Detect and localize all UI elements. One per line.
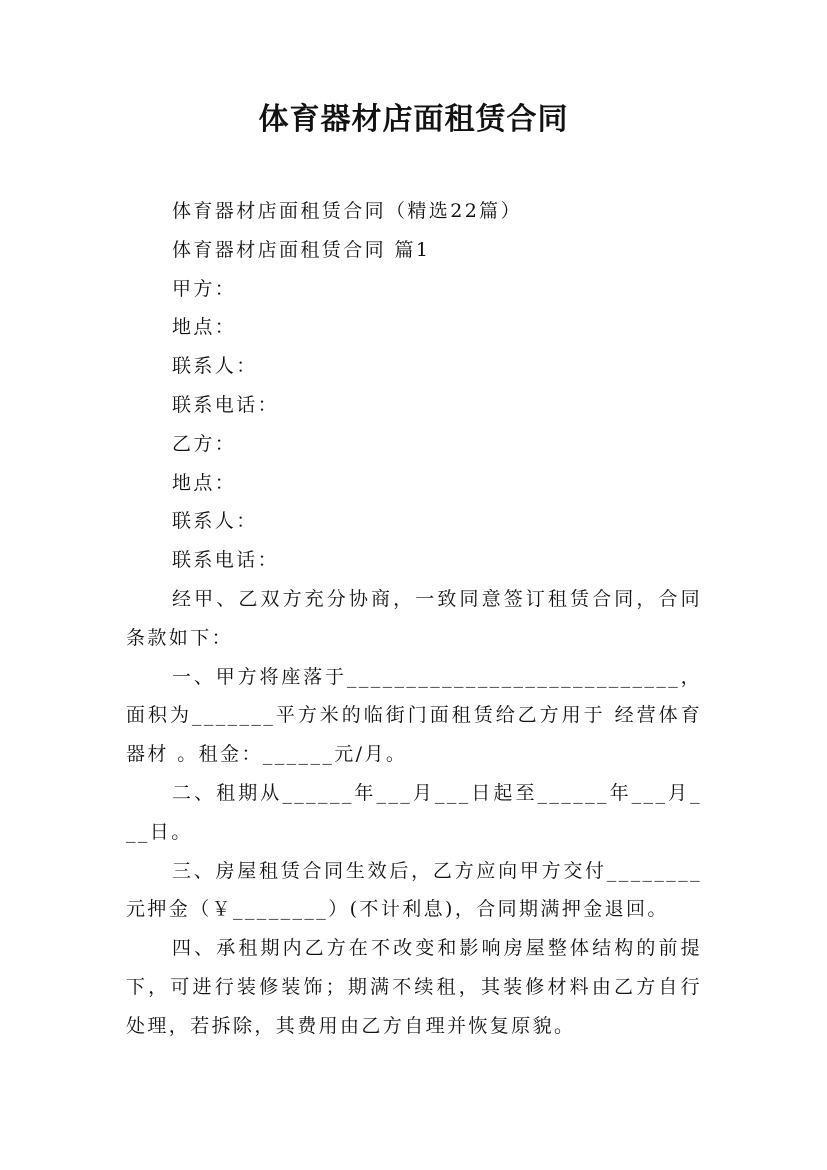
party-a-label: 甲方： [172, 277, 237, 300]
party-a-contact: 联系人： [172, 355, 258, 378]
party-b-location: 地点： [172, 471, 237, 494]
clause-2: 二、租期从______年___月___日起至______年___月___日。 [126, 781, 702, 843]
section-heading: 体育器材店面租赁合同 篇1 [172, 238, 431, 261]
document-title: 体育器材店面租赁合同 [258, 102, 569, 137]
party-b-label: 乙方： [172, 432, 237, 455]
clause-3: 三、房屋租赁合同生效后，乙方应向甲方交付________元押金（￥________）(不计利息)，合同期满押金退回。 [126, 859, 702, 921]
document-body [126, 192, 702, 1046]
subtitle-line: 体育器材店面租赁合同（精选22篇） [172, 200, 522, 222]
intro-paragraph: 经甲、乙双方充分协商，一致同意签订租赁合同，合同条款如下： [126, 587, 702, 649]
clause-1: 一、甲方将座落于____________________________，面积为_______平方米的临街门面租赁给乙方用于 经营体育器材 。租金：______元/月。 [126, 665, 702, 766]
party-a-phone: 联系电话： [172, 393, 280, 416]
clause-4: 四、承租期内乙方在不改变和影响房屋整体结构的前提下，可进行装修装饰；期满不续租，其装修材料由乙方自行处理，若拆除，其费用由乙方自理并恢复原貌。 [126, 937, 702, 1037]
party-b-contact: 联系人： [172, 510, 258, 533]
party-a-location: 地点： [172, 316, 237, 339]
party-b-phone: 联系电话： [172, 549, 280, 572]
